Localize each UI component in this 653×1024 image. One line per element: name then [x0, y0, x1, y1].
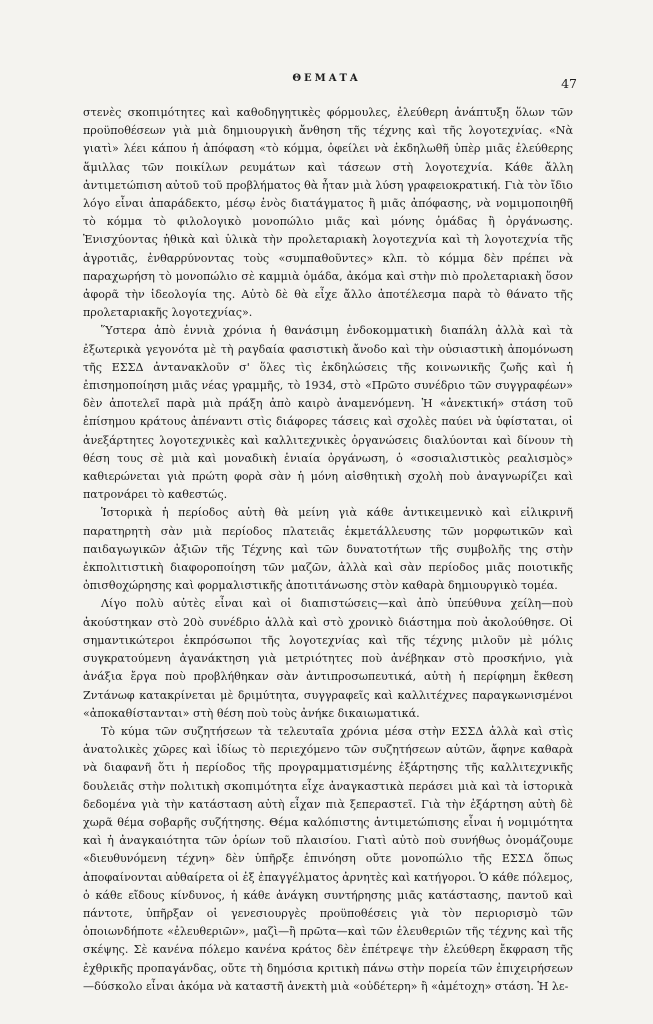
paragraph: Ὕστερα ἀπὸ ἐννιὰ χρόνια ἡ θανάσιμη ἐνδοκομματικὴ διαπάλη ἀλλὰ καὶ τὰ ἐξωτερικὰ γεγονότα μὲ τὴ ραγδαία φασιστικὴ ἄνοδο καὶ τὴν οὐσιαστικὴ ἀπομόνωση τῆς ΕΣΣΔ ἀντανακλοῦν σ' ὅλες τὶς ἐκδηλώσεις τῆς κοινωνικῆς ζωῆς καὶ ἡ ἐπισημοποίηση μιᾶς νέας γραμμῆς, τὸ 1934, στὸ «Πρῶτο συνέδριο τῶν συγγραφέων» δὲν ἀποτελεῖ παρὰ μιὰ πράξη ἀπὸ καιρὸ ἀναμενόμενη. Ἡ «ἀνεκτική» στάση τοῦ ἐπίσημου κράτους ἀπέναντι στὶς διάφορες τάσεις καὶ σχολὲς παύει νὰ ὑφίσταται, οἱ ἀνεξάρτητες λογοτεχνικὲς καὶ καλλιτεχνικὲς ὀργανώσεις διαλύονται καὶ δίνουν τὴ θέση τους σὲ μιὰ καὶ μοναδικὴ ἑνιαία ὀργάνωση, ὁ «σοσιαλιστικὸς ρεαλισμὸς» καθιερώνεται γιὰ πρώτη φορὰ σὰν ἡ μόνη αἰσθητικὴ σχολὴ ποὺ ἀναγνωρίζει καὶ πατρονάρει τὸ καθεστώς. — [83, 324, 573, 502]
paragraph: Τὸ κύμα τῶν συζητήσεων τὰ τελευταῖα χρόνια μέσα στὴν ΕΣΣΔ ἀλλὰ καὶ στὶς ἀνατολικὲς χῶρες καὶ ἰδίως τὸ περιεχόμενο τῶν συζητήσεων αὐτῶν, ἄφηνε καθαρὰ νὰ διαφανῆ ὅτι ἡ περίοδος τῆς προγραμματισμένης ἐξάρτησης τῆς καλλιτεχνικῆς δουλειᾶς στὴν πολιτικὴ σκοπιμότητα εἶχε ἀναγκαστικὰ περάσει μιὰ καὶ τὰ ἱστορικὰ δεδομένα γιὰ τὴν κατάσταση αὐτὴ εἶχαν πιὰ ξεπεραστεῖ. Γιὰ τὴν ἐξάρτηση αὐτὴ δὲ χωρᾶ θέμα σοβαρῆς συζήτησης. Θέμα καλόπιστης ἀντιμετώπισης εἶναι ἡ νομιμότητα καὶ ἡ ἀναγκαιότητα τῶν ὁρίων τοῦ πλαισίου. Γιατὶ αὐτὸ ποὺ συνήθως ὀνομάζουμε «διευθυνόμενη τέχνη» δὲν ὑπῆρξε ἐπινόηση οὔτε μονοπώλιο τῆς ΕΣΣΔ ὅπως ἀποφαίνονται αὐθαίρετα οἱ ἐξ ἐπαγγέλματος ἀρνητὲς καὶ κατήγοροι. Ὁ κάθε πόλεμος, ὁ κάθε εἴδους κίνδυνος, ἡ κάθε ἀνάγκη συντήρησης μιᾶς κατάστασης, παντοῦ καὶ πάντοτε, ὑπῆρξαν οἱ γενεσιουργὲς προϋποθέσεις γιὰ τὸν περιορισμὸ τῶν ὁποιωνδήποτε «ἐλευθεριῶν», μαζὶ—ἢ πρῶτα—καὶ τῶν ἐλευθεριῶν τῆς τέχνης καὶ τῆς σκέψης. Σὲ κανένα πόλεμο κανένα κράτος δὲν ἐπέτρεψε τὴν ἐλεύθερη ἔκφραση τῆς ἐχθρικῆς προπαγάνδας, οὔτε τὴ δημόσια κριτικὴ πάνω στὴν πορεία τῶν ἐπιχειρήσεων—δύσκολο εἶναι ἀκόμα νὰ καταστῆ ἀνεκτὴ μιὰ «οὐδέτερη» ἢ «ἀμέτοχη» στάση. Ἡ λε- — [83, 724, 573, 993]
body-text — [83, 104, 573, 996]
running-title: ΘΕΜΑΤΑ — [292, 73, 361, 84]
paragraph: στενὲς σκοπιμότητες καὶ καθοδηγητικὲς φόρμουλες, ἐλεύθερη ἀνάπτυξη ὅλων τῶν προϋποθέσεων γιὰ μιὰ δημιουργικὴ ἄνθηση τῆς τέχνης καὶ τῆς λογοτεχνίας. «Νὰ γιατὶ» λέει κάπου ἡ ἀπόφαση «τὸ κόμμα, ὀφείλει νὰ ἐκδηλωθῆ ὑπὲρ μιᾶς ἐλεύθερης ἅμιλλας τῶν ποικίλων ρευμάτων καὶ τάσεων στὴ λογοτεχνία. Κάθε ἄλλη ἀντιμετώπιση αὐτοῦ τοῦ προβλήματος θὰ ἦταν μιὰ λύση γραφειοκρατική. Γιὰ τὸν ἴδιο λόγο εἶναι ἀπαράδεκτο, μέσῳ ἑνὸς διατάγματος ἢ μιᾶς ἀπόφασης, νὰ νομιμοποιηθῆ τὸ κόμμα τὸ φιλολογικὸ μονοπώλιο μιᾶς καὶ μόνης ὁμάδας ἢ ὀργάνωσης. Ἐνισχύοντας ἠθικὰ καὶ ὑλικὰ τὴν προλεταριακὴ λογοτεχνία καὶ τὴ λογοτεχνία τῆς ἀγροτιᾶς, ἐνθαρρύνοντας τοὺς «συμπαθοῦντες» κλπ. τὸ κόμμα δὲν πρέπει νὰ παραχωρήση τὸ μονοπώλιο σὲ καμμιὰ ὁμάδα, ἀκόμα καὶ στὴν πιὸ προλεταριακὴ ὅσον ἀφορᾶ τὴν ἰδεολογία της. Αὐτὸ δὲ θὰ εἶχε ἄλλο ἀποτέλεσμα παρὰ τὸ θάνατο τῆς προλεταριακῆς λογοτεχνίας». — [83, 106, 573, 320]
page-header — [0, 73, 653, 93]
paragraph: Λίγο πολὺ αὐτὲς εἶναι καὶ οἱ διαπιστώσεις—καὶ ἀπὸ ὑπεύθυνα χείλη—ποὺ ἀκούστηκαν στὸ 20ὸ συνέδριο ἀλλὰ καὶ στὸ χρονικὸ διάστημα ποὺ ἀκολούθησε. Οἱ σημαντικώτεροι ἐκπρόσωποι τῆς λογοτεχνίας καὶ τῆς τέχνης μιλοῦν μὲ μόλις συγκρατούμενη ἀγανάκτηση γιὰ μετριότητες ποὺ ἀνέβηκαν στὸ προσκήνιο, γιὰ ἀνάξια ἔργα ποὺ προβλήθηκαν σὰν ἀντιπροσωπευτικά, αὐτὴ ἡ περίφημη ἔκθεση Ζντάνωφ κατακρίνεται μὲ δριμύτητα, συγγραφεῖς καὶ καλλιτέχνες παραγκωνισμένοι «ἀποκαθίστανται» στὴ θέση ποὺ τοὺς ἀνήκε δικαιωματικά. — [83, 597, 573, 720]
paragraph: Ἱστορικὰ ἡ περίοδος αὐτὴ θὰ μείνη γιὰ κάθε ἀντικειμενικὸ καὶ εἰλικρινῆ παρατηρητὴ σὰν μιὰ περίοδος πλατειᾶς ἐκμετάλλευσης τῶν μορφωτικῶν καὶ παιδαγωγικῶν ἀξιῶν τῆς Τέχνης καὶ τῶν δυνατοτήτων τῆς συμβολῆς της στὴν ἐκπολιτιστικὴ διαφοροποίηση τῶν μαζῶν, ἀλλὰ καὶ σὰν περίοδος μιᾶς ποιοτικῆς ὀπισθοχώρησης καὶ φορμαλιστικῆς ἀποτιτάνωσης στὸν καθαρὰ δημιουργικὸ τομέα. — [83, 506, 573, 593]
page-number: 47 — [561, 76, 577, 91]
